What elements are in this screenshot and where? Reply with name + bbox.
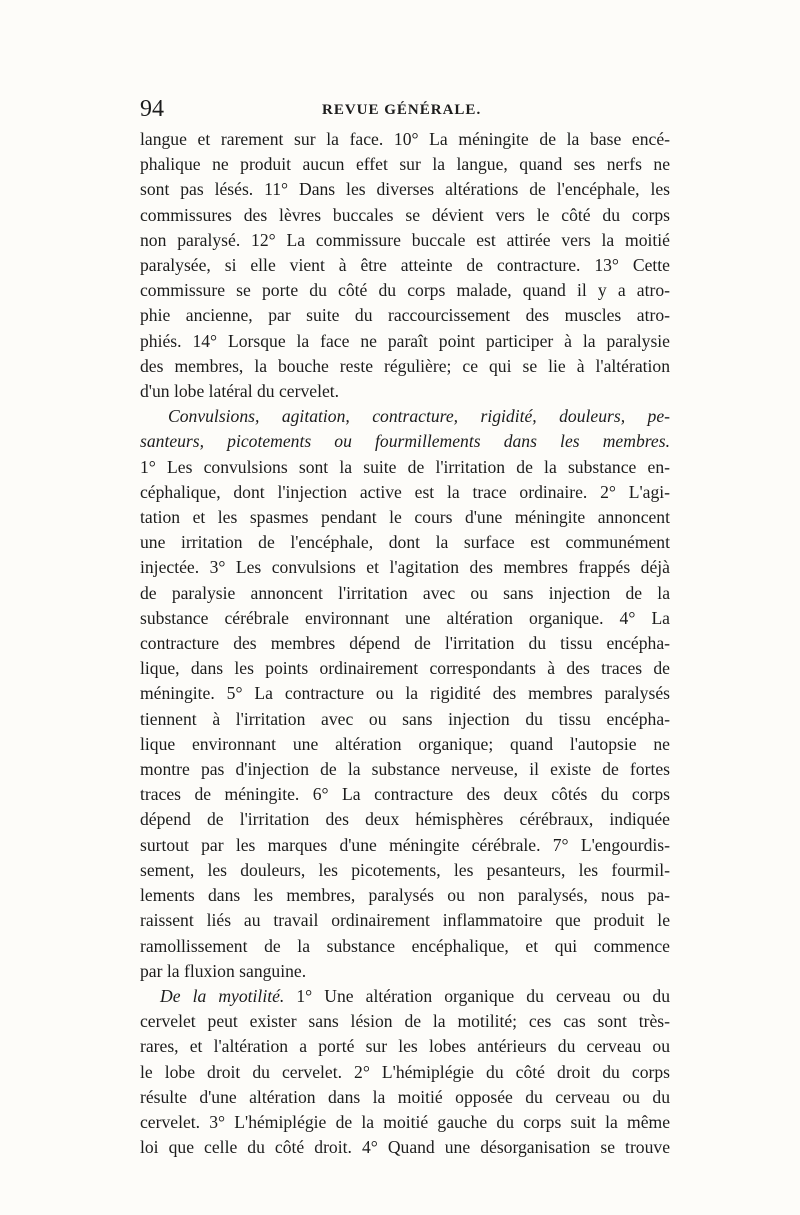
text-line: tation et les spasmes pendant le cours d'une méningite annoncent [140, 507, 670, 528]
text-line: par la fluxion sanguine. [140, 960, 307, 981]
text-line: phalique ne produit aucun effet sur la langue, quand ses nerfs ne [140, 154, 670, 175]
text-line: raissent liés au travail ordinairement inflammatoire que produit le [140, 910, 670, 931]
text-line: rares, et l'altération a porté sur les lobes antérieurs du cerveau ou [140, 1036, 670, 1057]
page-number: 94 [140, 96, 164, 122]
text-line: non paralysé. 12° La commissure buccale est attirée vers la moitié [140, 229, 670, 250]
text-line: sont pas lésés. 11° Dans les diverses altérations de l'encéphale, les [140, 179, 670, 200]
text-line: commissure se porte du côté du corps malade, quand il y a atro- [140, 280, 670, 301]
text-line: surtout par les marques d'une méningite cérébrale. 7° L'engourdis- [140, 834, 670, 855]
text-line: langue et rarement sur la face. 10° La méningite de la base encé- [140, 129, 670, 149]
section-heading-convulsions: Convulsions, agitation, contracture, rigidité, douleurs, pe- [168, 406, 670, 427]
text-line: traces de méningite. 6° La contracture des deux côtés du corps [140, 784, 670, 805]
text-line: sement, les douleurs, les picotements, les pesanteurs, les fourmil- [140, 859, 670, 880]
text-line: d'un lobe latéral du cervelet. [140, 381, 340, 402]
text-line: ramollissement de la substance encéphalique, et qui commence [140, 935, 670, 956]
text-line: résulte d'une altération dans la moitié opposée du cerveau ou du [140, 1086, 670, 1107]
running-title: REVUE GÉNÉRALE. [322, 102, 482, 118]
text-line: céphalique, dont l'injection active est la trace ordinaire. 2° L'agi- [140, 481, 670, 502]
text-line: de paralysie annoncent l'irritation avec ou sans injection de la [140, 582, 670, 603]
text-line: paralysée, si elle vient à être atteinte de contracture. 13° Cette [140, 255, 670, 276]
text-line: injectée. 3° Les convulsions et l'agitation des membres frappés déjà [140, 557, 670, 578]
text-line: phiés. 14° Lorsque la face ne paraît point participer à la paralysie [140, 330, 670, 351]
text-line: des membres, la bouche reste régulière; ce qui se lie à l'altération [140, 355, 670, 376]
page-header [140, 96, 670, 124]
text-line: 1° Les convulsions sont la suite de l'irritation de la substance en- [140, 456, 670, 477]
text-line: contracture des membres dépend de l'irritation du tissu encépha- [140, 633, 670, 654]
text-line: phie ancienne, par suite du raccourcissement des muscles atro- [140, 305, 670, 326]
text-line: montre pas d'injection de la substance nerveuse, il existe de fortes [140, 759, 670, 780]
text-line: commissures des lèvres buccales se dévient vers le côté du corps [140, 204, 670, 225]
text-line: tiennent à l'irritation avec ou sans injection du tissu encépha- [140, 708, 670, 729]
text-line: cervelet peut exister sans lésion de la motilité; ces cas sont très- [140, 1011, 670, 1032]
text-line-rest: 1° Une altération organique du cerveau ou du [284, 985, 670, 1006]
body-text [140, 127, 670, 1160]
text-line: loi que celle du côté droit. 4° Quand une désorganisation se trouve [140, 1137, 670, 1158]
section-heading-myotilite: De la myotilité. [160, 985, 285, 1006]
section-heading-convulsions-cont: santeurs, picotements ou fourmillements dans les membres. [140, 431, 670, 452]
text-line: méningite. 5° La contracture ou la rigidité des membres paralysés [140, 683, 670, 704]
text-line: lements dans les membres, paralysés ou non paralysés, nous pa- [140, 885, 670, 906]
text-line: substance cérébrale environnant une altération organique. 4° La [140, 607, 670, 628]
text-line: une irritation de l'encéphale, dont la surface est communément [140, 532, 670, 553]
text-line: lique, dans les points ordinairement correspondants à des traces de [140, 658, 670, 679]
text-line: lique environnant une altération organique; quand l'autopsie ne [140, 733, 670, 754]
text-line: cervelet. 3° L'hémiplégie de la moitié gauche du corps suit la même [140, 1111, 670, 1132]
text-line [140, 984, 670, 1009]
text-line: dépend de l'irritation des deux hémisphères cérébraux, indiquée [140, 809, 670, 830]
text-line: le lobe droit du cervelet. 2° L'hémiplégie du côté droit du corps [140, 1061, 670, 1082]
